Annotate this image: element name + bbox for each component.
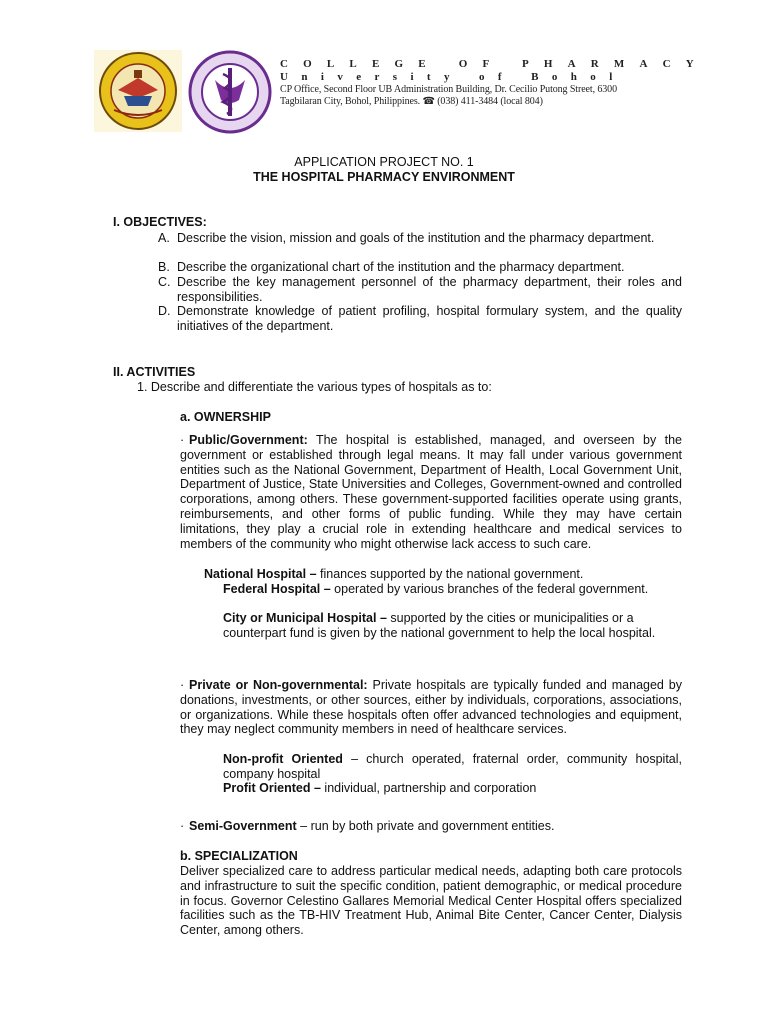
bullet: · bbox=[180, 433, 185, 447]
activities-heading: II. ACTIVITIES bbox=[113, 365, 196, 379]
national-label: National Hospital – bbox=[204, 567, 317, 581]
semi-label: Semi-Government bbox=[189, 819, 297, 833]
letterhead-text bbox=[280, 58, 720, 108]
objective-marker: B. bbox=[158, 260, 170, 274]
address-line-1: CP Office, Second Floor UB Administration Building, Dr. Cecilio Putong Street, 6300 bbox=[280, 84, 617, 95]
objective-text: Describe the vision, mission and goals of the institution and the pharmacy department. bbox=[177, 231, 655, 245]
objective-text: Demonstrate knowledge of patient profiling, hospital formulary system, and the quality initiatives of the department. bbox=[177, 304, 682, 333]
semi-government bbox=[180, 819, 682, 834]
federal-text: operated by various branches of the federal government. bbox=[334, 582, 649, 596]
national-text: finances supported by the national government. bbox=[320, 567, 584, 581]
federal-label: Federal Hospital – bbox=[223, 582, 331, 596]
private-text: Private hospitals are typically funded and managed by donations, investments, or other sources, either by individuals, corporations, associations, or organizations. While these hospitals often offer advanced technologies and equipment, they may neglect community members in need of healthcare services. bbox=[180, 678, 682, 737]
federal-hospital bbox=[223, 582, 682, 597]
objective-text: Describe the organizational chart of the institution and the pharmacy department. bbox=[177, 260, 625, 274]
ownership-heading: a. OWNERSHIP bbox=[180, 410, 271, 424]
bullet: · bbox=[180, 819, 185, 833]
profit-text: individual, partnership and corporation bbox=[324, 781, 537, 795]
nonprofit-text: – church operated, fraternal order, community hospital, company hospital bbox=[223, 752, 682, 781]
university-seal-icon bbox=[94, 50, 182, 132]
private-label: Private or Non-governmental: bbox=[189, 678, 368, 692]
city-label: City or Municipal Hospital – bbox=[223, 611, 387, 625]
specialization-heading: b. SPECIALIZATION bbox=[180, 849, 298, 863]
non-profit-oriented bbox=[223, 752, 682, 782]
specialization-text: Deliver specialized care to address particular medical needs, adapting both care protocols and infrastructure to suit the specific condition, patient demographic, or medical procedure in focus. Governor Celestino Gallares Memorial Medical Center Hospital offers specialized facilities such as the TB-HIV Treatment Hub, Animal Bite Center, Cancer Center, Dialysis Center, among others. bbox=[180, 864, 682, 938]
semi-text: – run by both private and government entities. bbox=[300, 819, 555, 833]
document-title: THE HOSPITAL PHARMACY ENVIRONMENT bbox=[253, 170, 515, 184]
address-line-2: Tagbilaran City, Bohol, Philippines. ☎ (038) 411-3484 (local 804) bbox=[280, 96, 543, 107]
college-name: COLLEGE OF PHARMACY bbox=[280, 58, 709, 70]
college-seal-icon bbox=[187, 50, 273, 134]
project-number: APPLICATION PROJECT NO. 1 bbox=[294, 155, 474, 169]
university-name: University of Bohol bbox=[280, 71, 626, 83]
nonprofit-label: Non-profit Oriented bbox=[223, 752, 343, 766]
objective-marker: A. bbox=[158, 231, 170, 245]
objective-marker: C. bbox=[158, 275, 171, 289]
national-hospital bbox=[204, 567, 682, 582]
profit-label: Profit Oriented – bbox=[223, 781, 321, 795]
city-hospital bbox=[223, 611, 682, 641]
public-label: Public/Government: bbox=[189, 433, 308, 447]
private-paragraph bbox=[180, 678, 682, 737]
activity-item-1: 1. Describe and differentiate the various types of hospitals as to: bbox=[137, 380, 492, 394]
public-text: The hospital is established, managed, and overseen by the government or established through legal means. It may fall under various government entities such as the National Government, Department of Health, Local Government Unit, Department of Justice, State Universities and Colleges, Government-owned and controlled corporations, among others. These government-supported facilities operate using grants, reimbursements, and other forms of public funding. While they may have certain limitations, they play a crucial role in extending healthcare and medical services to members of the community who might otherwise lack access to such care. bbox=[180, 433, 682, 551]
objectives-heading: I. OBJECTIVES: bbox=[113, 215, 207, 229]
letterhead bbox=[94, 50, 724, 134]
public-government-paragraph bbox=[180, 433, 682, 551]
objective-marker: D. bbox=[158, 304, 171, 318]
city-text: supported by the cities or municipalities or a counterpart fund is given by the national government to help the local hospital. bbox=[223, 611, 656, 640]
objective-text: Describe the key management personnel of the pharmacy department, their roles and responsibilities. bbox=[177, 275, 682, 304]
profit-oriented bbox=[223, 781, 682, 796]
bullet: · bbox=[180, 678, 185, 692]
